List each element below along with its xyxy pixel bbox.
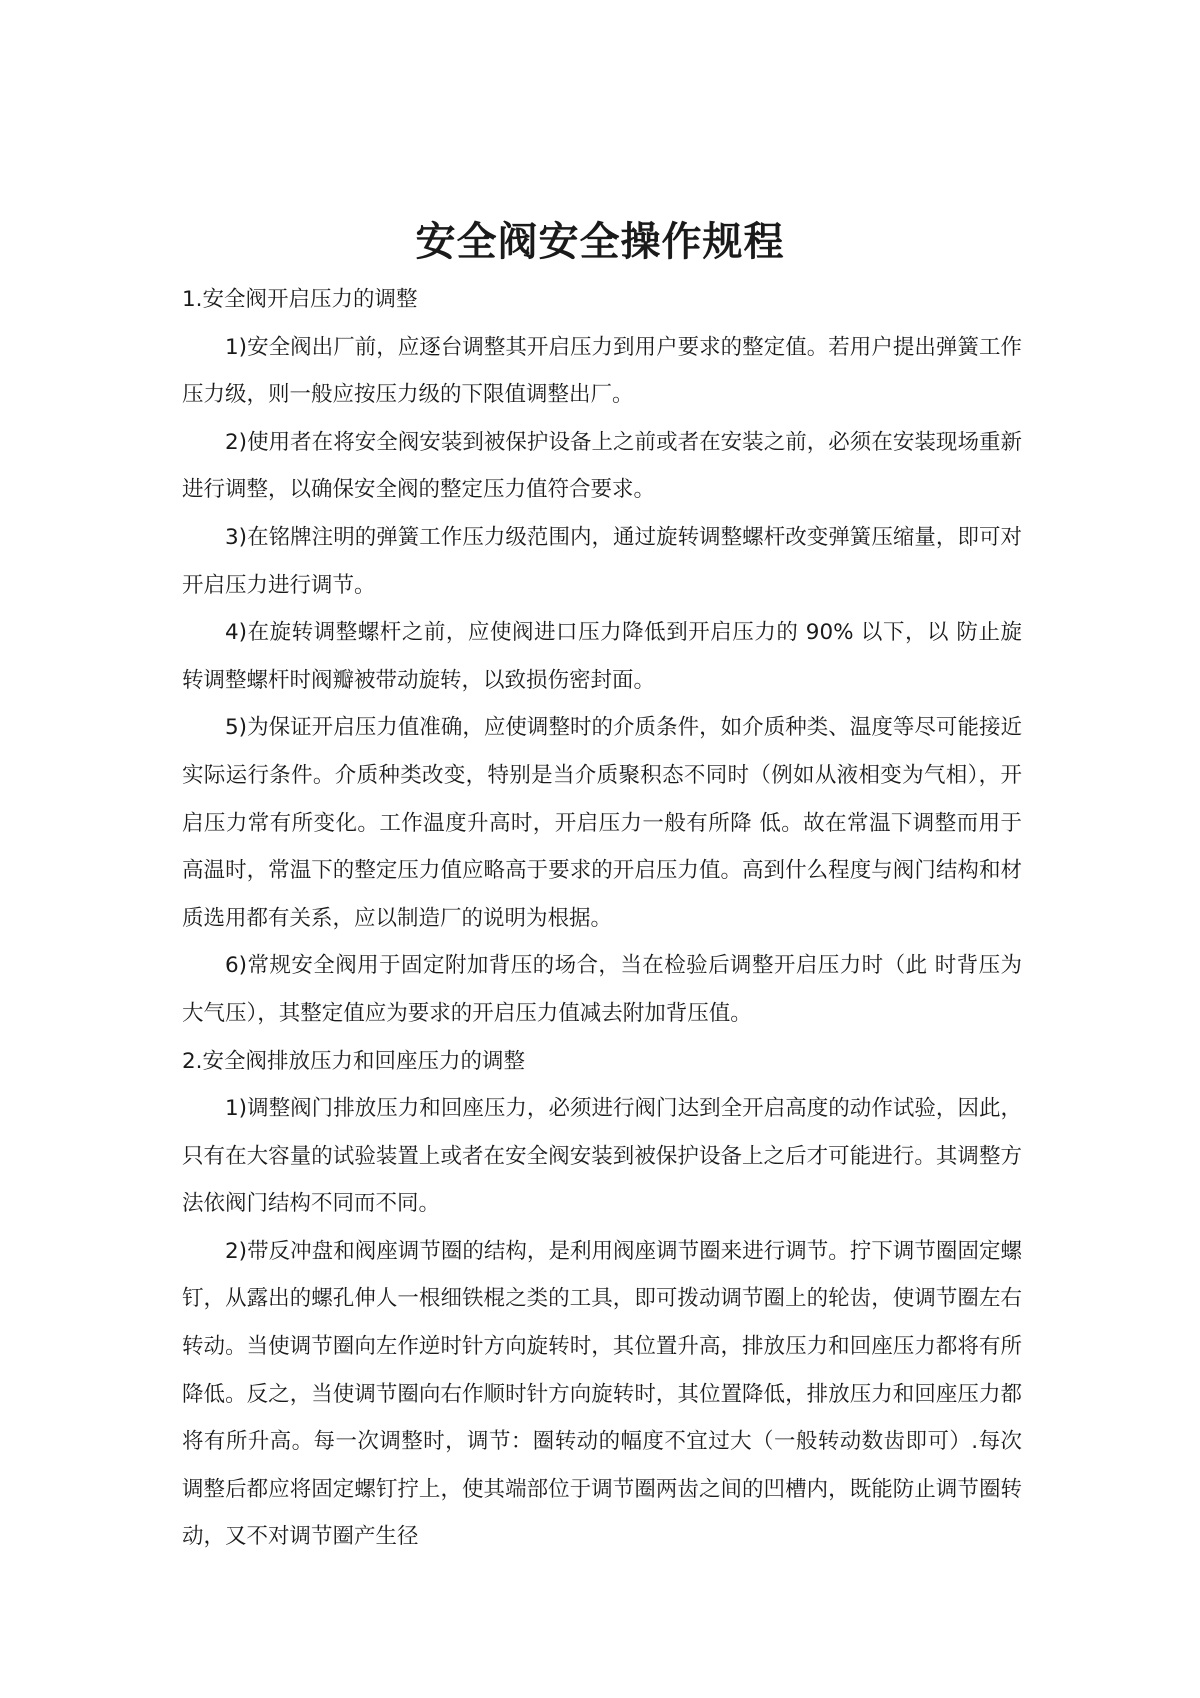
paragraph: 1)安全阀出厂前，应逐台调整其开启压力到用户要求的整定值。若用户提出弹簧工作压力级，则一般应按压力级的下限值调整出厂。 — [182, 334, 1022, 408]
paragraph: 4)在旋转调整螺杆之前，应使阀进口压力降低到开启压力的 90% 以下，以 防止旋转调整螺杆时阀瓣被带动旋转，以致损伤密封面。 — [182, 620, 1022, 693]
document-body — [182, 276, 1022, 1561]
paragraph: 3)在铭牌注明的弹簧工作压力级范围内，通过旋转调整螺杆改变弹簧压缩量，即可对开启压力进行调节。 — [182, 524, 1022, 598]
section-heading: 2.安全阀排放压力和回座压力的调整 — [182, 1048, 526, 1074]
section-heading: 1.安全阀开启压力的调整 — [182, 287, 418, 312]
paragraph: 1)调整阀门排放压力和回座压力，必须进行阀门达到全开启高度的动作试验，因此，只有在大容量的试验装置上或者在安全阀安装到被保护设备上之后才可能进行。其调整方法依阀门结构不同而不同。 — [182, 1096, 1022, 1217]
paragraph: 6)常规安全阀用于固定附加背压的场合，当在检验后调整开启压力时（此 时背压为大气压），其整定值应为要求的开启压力值减去附加背压值。 — [182, 953, 1022, 1026]
paragraph: 2)使用者在将安全阀安装到被保护设备上之前或者在安装之前，必须在安装现场重新进行调整，以确保安全阀的整定压力值符合要求。 — [182, 429, 1022, 503]
document-title: 安全阀安全操作规程 — [415, 219, 785, 265]
paragraph: 2)带反冲盘和阀座调节圈的结构，是利用阀座调节圈来进行调节。拧下调节圈固定螺钉，从露出的螺孔伸人一根细铁棍之类的工具，即可拨动调节圈上的轮齿，使调节圈左右转动。当使调节圈向左作逆时针方向旋转时，其位置升高，排放压力和回座压力都将有所降低。反之，当使调节圈向右作顺时针方向旋转时，其位置降低，排放压力和回座压力都将有所升高。每一次调整时，调节：圈转动的幅度不宜过大（一般转动数齿即可）.每次调整后都应将固定螺钉拧上，使其端部位于调节圈两齿之间的凹槽内，既能防止调节圈转动，又不对调节圈产生径 — [182, 1238, 1022, 1550]
paragraph: 5)为保证开启压力值准确，应使调整时的介质条件，如介质种类、温度等尽可能接近实际运行条件。介质种类改变，特别是当介质聚积态不同时（例如从液相变为气相），开启压力常有所变化。工作温度升高时，开启压力一般有所降 低。故在常温下调整而用于高温时，常温下的整定压力值应略高于要求的开启压力值。高到什么程度与阀门结构和材质选用都有关系，应以制造厂的说明为根据。 — [182, 715, 1022, 931]
